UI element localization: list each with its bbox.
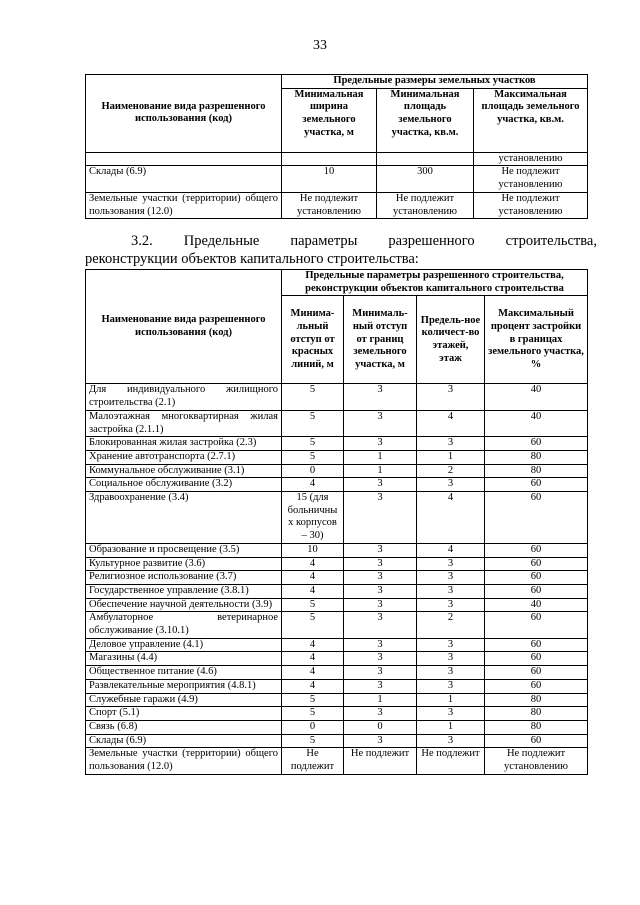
table2-row — [86, 557, 588, 571]
table2-value-cell: 4 — [282, 666, 344, 680]
table2-value-cell: 5 — [282, 410, 344, 436]
table2-value-cell: 40 — [485, 598, 588, 612]
table2-group-header-row — [86, 270, 588, 296]
table2-value-cell: 4 — [417, 543, 485, 557]
paragraph-line-2: реконструкции объектов капитального строительства: — [85, 251, 419, 267]
table2-value-cell: 3 — [344, 666, 417, 680]
table2-row — [86, 584, 588, 598]
table2-value-cell: 4 — [282, 652, 344, 666]
table2-row — [86, 464, 588, 478]
table2-value-cell: 60 — [485, 492, 588, 544]
table2-value-cell: 60 — [485, 543, 588, 557]
table2-value-cell: 3 — [344, 437, 417, 451]
table2-col-header-red-line-setback: Минима-льный отступ от красных линий, м — [282, 296, 344, 384]
table2-value-cell: 1 — [344, 693, 417, 707]
table1-name-header: Наименование вида разрешенного использования (код) — [86, 75, 282, 153]
table2-value-cell: 60 — [485, 478, 588, 492]
table2-value-cell: 80 — [485, 693, 588, 707]
land-use-name: Связь (6.8) — [86, 720, 282, 734]
land-use-name: Коммунальное обслуживание (3.1) — [86, 464, 282, 478]
table1-cell — [282, 152, 377, 166]
table2-value-cell: 60 — [485, 652, 588, 666]
table2-value-cell: 3 — [344, 707, 417, 721]
table1-cell — [377, 152, 474, 166]
table2-value-cell: 60 — [485, 437, 588, 451]
table2-value-cell: 5 — [282, 384, 344, 410]
table2-value-cell: 1 — [417, 693, 485, 707]
land-use-name: Малоэтажная многоквартирная жилая застройка (2.1.1) — [86, 410, 282, 436]
table1-group-header-row — [86, 75, 588, 89]
land-use-name: Образование и просвещение (3.5) — [86, 543, 282, 557]
table2-row — [86, 652, 588, 666]
table2-row — [86, 410, 588, 436]
paragraph-word: параметры — [290, 233, 358, 249]
table2-value-cell: 1 — [417, 450, 485, 464]
table2-value-cell: 60 — [485, 612, 588, 638]
table2-name-header: Наименование вида разрешенного использования (код) — [86, 270, 282, 384]
table2-value-cell: 5 — [282, 612, 344, 638]
table1-value-cell: Не подлежит установлению — [377, 192, 474, 218]
table2-value-cell: 3 — [417, 734, 485, 748]
table2-value-cell: 80 — [485, 464, 588, 478]
table2-value-cell: 3 — [417, 666, 485, 680]
table2-value-cell: 80 — [485, 720, 588, 734]
table2-value-cell: 60 — [485, 679, 588, 693]
table2-col-header-max-floors: Предель-ное количест-во этажей, этаж — [417, 296, 485, 384]
table2-row — [86, 612, 588, 638]
table2-value-cell: 3 — [417, 557, 485, 571]
table2-value-cell: 3 — [344, 571, 417, 585]
table2-value-cell: 3 — [344, 478, 417, 492]
table1-value-cell: Не подлежит установлению — [282, 192, 377, 218]
table2-row — [86, 734, 588, 748]
table2-value-cell: 3 — [417, 437, 485, 451]
table2-value-cell: 5 — [282, 707, 344, 721]
table2-row — [86, 720, 588, 734]
table2-value-cell: 4 — [282, 571, 344, 585]
table2-row — [86, 598, 588, 612]
table2-col-header-boundary-setback: Минималь-ный отступ от границ земельного участка, м — [344, 296, 417, 384]
table2-value-cell: 2 — [417, 612, 485, 638]
table2-value-cell: 0 — [282, 720, 344, 734]
table2-value-cell: 60 — [485, 734, 588, 748]
table2-row — [86, 492, 588, 544]
table2-value-cell: 3 — [344, 638, 417, 652]
table2-row — [86, 384, 588, 410]
table2-value-cell: 80 — [485, 450, 588, 464]
table2-value-cell: 5 — [282, 598, 344, 612]
table2-value-cell: 60 — [485, 666, 588, 680]
land-use-name: Социальное обслуживание (3.2) — [86, 478, 282, 492]
land-plot-size-table — [85, 74, 588, 219]
table2-row — [86, 748, 588, 774]
table2-value-cell: 3 — [344, 679, 417, 693]
paragraph-word: разрешенного — [388, 233, 475, 249]
table2-value-cell: 60 — [485, 584, 588, 598]
table2-value-cell: 5 — [282, 693, 344, 707]
table2-value-cell: 3 — [417, 584, 485, 598]
table1-value-cell: 10 — [282, 166, 377, 192]
table1-value-cell: Не подлежит установлению — [474, 166, 588, 192]
table2-value-cell: 3 — [417, 478, 485, 492]
land-use-name: Земельные участки (территории) общего пользования (12.0) — [86, 748, 282, 774]
table2-value-cell: 0 — [282, 464, 344, 478]
table2-value-cell: Не подлежит — [344, 748, 417, 774]
land-use-name: Служебные гаражи (4.9) — [86, 693, 282, 707]
table2-value-cell: Не подлежит — [282, 748, 344, 774]
land-use-name: Блокированная жилая застройка (2.3) — [86, 437, 282, 451]
land-use-name: Обеспечение научной деятельности (3.9) — [86, 598, 282, 612]
table2-value-cell: Не подлежит — [417, 748, 485, 774]
table2-value-cell: 3 — [344, 612, 417, 638]
land-use-name: Общественное питание (4.6) — [86, 666, 282, 680]
table2-value-cell: 3 — [417, 598, 485, 612]
land-use-name: Склады (6.9) — [86, 734, 282, 748]
construction-parameters-table — [85, 269, 588, 775]
table2-value-cell: 4 — [282, 638, 344, 652]
paragraph-word: строительства, — [505, 233, 597, 249]
table2-value-cell: 3 — [417, 679, 485, 693]
table2-row — [86, 571, 588, 585]
table2-value-cell: 3 — [344, 492, 417, 544]
land-use-name: Здравоохранение (3.4) — [86, 492, 282, 544]
land-use-name: Государственное управление (3.8.1) — [86, 584, 282, 598]
table2-value-cell: Не подлежит установлению — [485, 748, 588, 774]
table2-value-cell: 4 — [417, 410, 485, 436]
table2-value-cell: 60 — [485, 557, 588, 571]
table2-value-cell: 3 — [344, 584, 417, 598]
table2-row — [86, 707, 588, 721]
table2-value-cell: 40 — [485, 384, 588, 410]
table2-value-cell: 3 — [344, 557, 417, 571]
table2-value-cell: 1 — [344, 450, 417, 464]
table2-group-header: Предельные параметры разрешенного строительства, реконструкции объектов капитального строительства — [282, 270, 588, 296]
table2-value-cell: 5 — [282, 734, 344, 748]
table2-value-cell: 15 (для больничны х корпусов – 30) — [282, 492, 344, 544]
table2-value-cell: 80 — [485, 707, 588, 721]
table2-value-cell: 4 — [282, 478, 344, 492]
table2-value-cell: 5 — [282, 437, 344, 451]
table2-value-cell: 3 — [417, 707, 485, 721]
land-use-name: Спорт (5.1) — [86, 707, 282, 721]
table2-value-cell: 5 — [282, 450, 344, 464]
table1-cell: установлению — [474, 152, 588, 166]
table2-row — [86, 543, 588, 557]
table1-carry-over-row — [86, 152, 588, 166]
land-use-name: Магазины (4.4) — [86, 652, 282, 666]
table2-value-cell: 3 — [344, 734, 417, 748]
table2-row — [86, 638, 588, 652]
table2-value-cell: 4 — [282, 679, 344, 693]
land-use-name: Амбулаторное ветеринарное обслуживание (3.10.1) — [86, 612, 282, 638]
land-use-name: Культурное развитие (3.6) — [86, 557, 282, 571]
table2-value-cell: 3 — [344, 543, 417, 557]
table1-row — [86, 166, 588, 192]
table2-value-cell: 60 — [485, 571, 588, 585]
land-use-name: Религиозное использование (3.7) — [86, 571, 282, 585]
table2-value-cell: 3 — [417, 384, 485, 410]
land-use-name: Развлекательные мероприятия (4.8.1) — [86, 679, 282, 693]
page-number: 33 — [313, 38, 327, 53]
table2-value-cell: 2 — [417, 464, 485, 478]
table1-col-header-min-width: Минимальная ширина земельного участка, м — [282, 88, 377, 152]
table2-value-cell: 3 — [417, 652, 485, 666]
table2-value-cell: 4 — [282, 584, 344, 598]
table1-value-cell: Не подлежит установлению — [474, 192, 588, 218]
land-use-name: Земельные участки (территории) общего пользования (12.0) — [86, 192, 282, 218]
paragraph-line-1 — [85, 232, 597, 250]
table2-row — [86, 437, 588, 451]
table2-value-cell: 40 — [485, 410, 588, 436]
table2-row — [86, 693, 588, 707]
table2-value-cell: 3 — [344, 410, 417, 436]
table2-row — [86, 450, 588, 464]
land-use-name: Деловое управление (4.1) — [86, 638, 282, 652]
table2-row — [86, 478, 588, 492]
table1-row — [86, 192, 588, 218]
table2-value-cell: 3 — [344, 598, 417, 612]
table1-col-header-min-area: Минимальная площадь земельного участка, кв.м. — [377, 88, 474, 152]
table2-value-cell: 3 — [344, 384, 417, 410]
land-use-name: Для индивидуального жилищного строительства (2.1) — [86, 384, 282, 410]
table2-value-cell: 1 — [344, 464, 417, 478]
table2-value-cell: 0 — [344, 720, 417, 734]
table2-col-header-max-coverage: Максимальный процент застройки в границах земельного участка, % — [485, 296, 588, 384]
table1-group-header: Предельные размеры земельных участков — [282, 75, 588, 89]
paragraph-word: Предельные — [183, 233, 260, 249]
table2-row — [86, 666, 588, 680]
table2-value-cell: 3 — [344, 652, 417, 666]
table1-value-cell: 300 — [377, 166, 474, 192]
paragraph-word: 3.2. — [131, 233, 153, 249]
table2-value-cell: 1 — [417, 720, 485, 734]
table2-value-cell: 3 — [417, 638, 485, 652]
table1-cell — [86, 152, 282, 166]
table2-value-cell: 4 — [417, 492, 485, 544]
land-use-name: Хранение автотранспорта (2.7.1) — [86, 450, 282, 464]
table2-value-cell: 3 — [417, 571, 485, 585]
table2-value-cell: 4 — [282, 557, 344, 571]
table2-value-cell: 60 — [485, 638, 588, 652]
table2-row — [86, 679, 588, 693]
table1-col-header-max-area: Максимальная площадь земельного участка, кв.м. — [474, 88, 588, 152]
land-use-name: Склады (6.9) — [86, 166, 282, 192]
table2-value-cell: 10 — [282, 543, 344, 557]
